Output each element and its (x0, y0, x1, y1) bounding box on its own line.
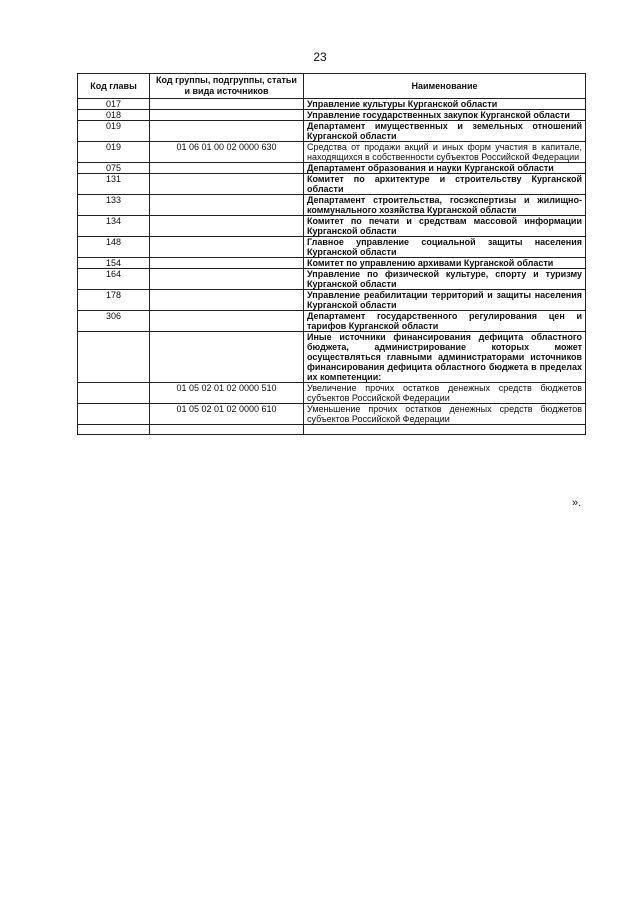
header-chapter-code: Код главы (78, 74, 150, 99)
name-cell: Увеличение прочих остатков денежных средств бюджетов субъектов Российской Федерации (304, 383, 586, 404)
group-code-cell: 01 05 02 01 02 0000 610 (150, 404, 304, 425)
table-row (78, 258, 586, 269)
name-cell: Управление культуры Курганской области (304, 99, 586, 110)
table-row-empty (78, 425, 586, 435)
group-code-cell (150, 269, 304, 290)
chapter-code-cell: 134 (78, 216, 150, 237)
name-cell: Иные источники финансирования дефицита областного бюджета, администрирование которых может осуществляться главными администраторами источников финансирования дефицита областного бюджета в пределах их компетенции: (304, 332, 586, 383)
table-row (78, 383, 586, 404)
header-name: Наименование (304, 74, 586, 99)
chapter-code-cell: 019 (78, 142, 150, 163)
name-cell: Комитет по печати и средствам массовой информации Курганской области (304, 216, 586, 237)
chapter-code-cell: 148 (78, 237, 150, 258)
empty-cell (78, 425, 150, 435)
chapter-code-cell: 075 (78, 163, 150, 174)
chapter-code-cell: 131 (78, 174, 150, 195)
group-code-cell (150, 163, 304, 174)
group-code-cell (150, 121, 304, 142)
table-row (78, 174, 586, 195)
name-cell: Управление по физической культуре, спорту и туризму Курганской области (304, 269, 586, 290)
table-row (78, 237, 586, 258)
group-code-cell (150, 237, 304, 258)
table-row (78, 121, 586, 142)
table-row (78, 404, 586, 425)
table-row (78, 99, 586, 110)
page-number: 23 (313, 50, 327, 64)
group-code-cell (150, 290, 304, 311)
name-cell: Департамент государственного регулирования цен и тарифов Курганской области (304, 311, 586, 332)
table-body (78, 99, 586, 435)
name-cell: Департамент строительства, госэкспертизы и жилищно-коммунального хозяйства Курганской области (304, 195, 586, 216)
table-header-row (78, 74, 586, 99)
name-cell: Уменьшение прочих остатков денежных средств бюджетов субъектов Российской Федерации (304, 404, 586, 425)
table-row (78, 332, 586, 383)
group-code-cell (150, 195, 304, 216)
empty-cell (304, 425, 586, 435)
chapter-code-cell: 178 (78, 290, 150, 311)
group-code-cell (150, 332, 304, 383)
chapter-code-cell: 133 (78, 195, 150, 216)
chapter-code-cell: 306 (78, 311, 150, 332)
chapter-code-cell (78, 332, 150, 383)
group-code-cell (150, 311, 304, 332)
group-code-cell: 01 05 02 01 02 0000 510 (150, 383, 304, 404)
chapter-code-cell (78, 383, 150, 404)
table-row (78, 163, 586, 174)
group-code-cell (150, 174, 304, 195)
group-code-cell (150, 110, 304, 121)
group-code-cell: 01 06 01 00 02 0000 630 (150, 142, 304, 163)
table-row (78, 216, 586, 237)
sources-table (77, 73, 586, 435)
chapter-code-cell: 018 (78, 110, 150, 121)
table-row (78, 269, 586, 290)
table-row (78, 110, 586, 121)
group-code-cell (150, 216, 304, 237)
group-code-cell (150, 258, 304, 269)
header-group-code: Код группы, подгруппы, статьи и вида источников (150, 74, 304, 99)
name-cell: Управление реабилитации территорий и защиты населения Курганской области (304, 290, 586, 311)
table-row (78, 311, 586, 332)
closing-quote-mark: ». (572, 497, 582, 509)
empty-cell (150, 425, 304, 435)
group-code-cell (150, 99, 304, 110)
table-row (78, 195, 586, 216)
name-cell: Средства от продажи акций и иных форм участия в капитале, находящихся в собственности субъектов Российской Федерации (304, 142, 586, 163)
chapter-code-cell: 164 (78, 269, 150, 290)
chapter-code-cell: 154 (78, 258, 150, 269)
table-row (78, 290, 586, 311)
table-row (78, 142, 586, 163)
chapter-code-cell: 017 (78, 99, 150, 110)
chapter-code-cell (78, 404, 150, 425)
name-cell: Управление государственных закупок Курганской области (304, 110, 586, 121)
chapter-code-cell: 019 (78, 121, 150, 142)
name-cell: Департамент имущественных и земельных отношений Курганской области (304, 121, 586, 142)
name-cell: Комитет по управлению архивами Курганской области (304, 258, 586, 269)
name-cell: Комитет по архитектуре и строительству Курганской области (304, 174, 586, 195)
name-cell: Главное управление социальной защиты населения Курганской области (304, 237, 586, 258)
name-cell: Департамент образования и науки Курганской области (304, 163, 586, 174)
